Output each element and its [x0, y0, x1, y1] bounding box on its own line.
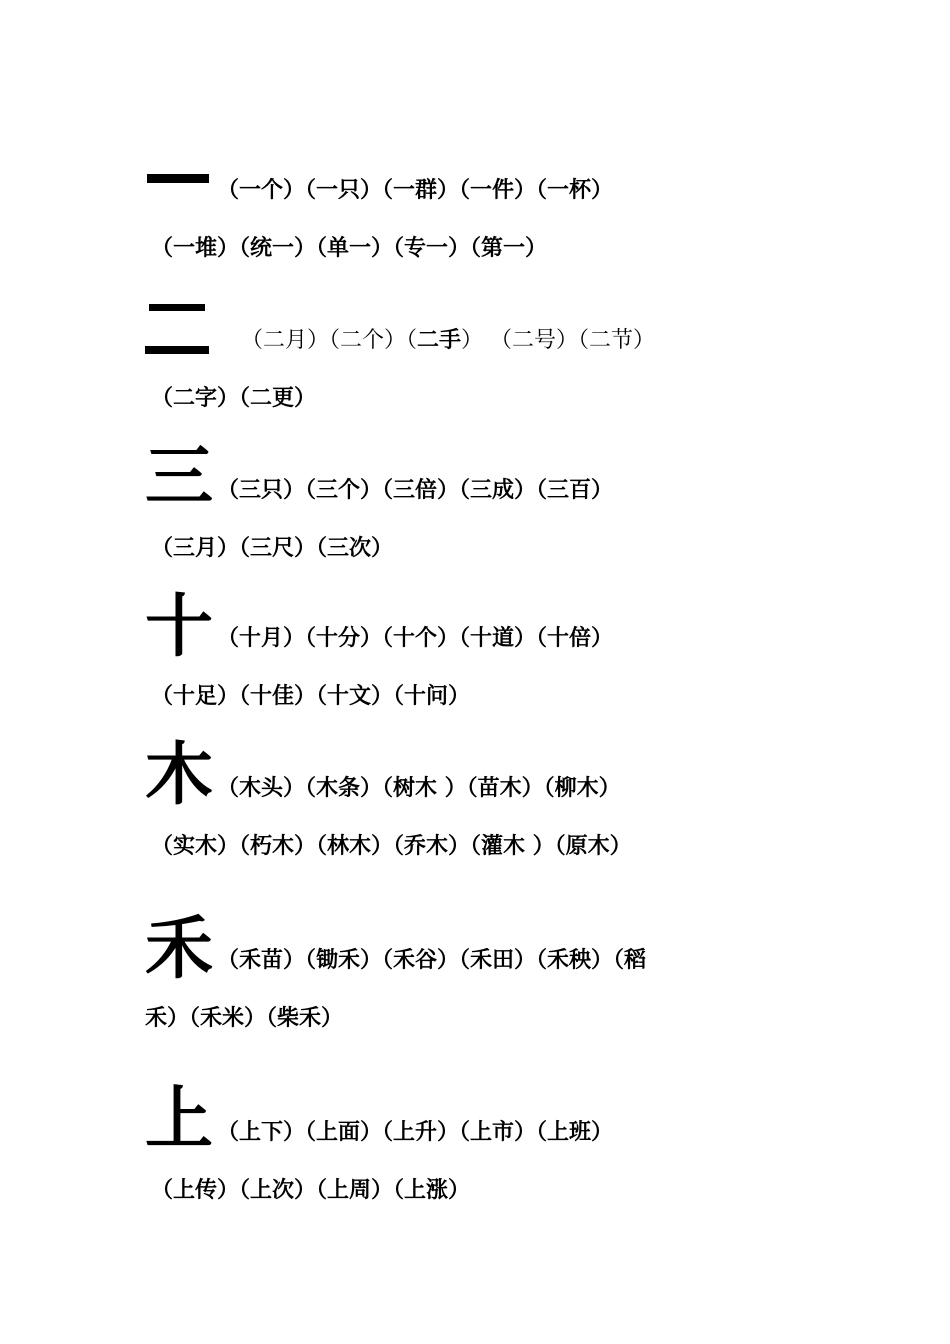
big-char-shang: 上 [145, 1080, 214, 1159]
word-line-1: （木头）（木条）（树木 ）（苗木）（柳木） [217, 776, 621, 801]
word-line-2: （实木）（朽木）（林木）（乔木）（灌木 ）（原木） [151, 834, 632, 859]
word-segment: ） （二号）（二节） [461, 328, 656, 353]
big-char-shi: 十 [145, 588, 214, 667]
word-line-2: （十足）（十佳）（十文）（十问） [151, 684, 471, 709]
big-char-san: 三 [145, 438, 214, 517]
big-char-mu: 木 [145, 736, 214, 815]
word-line-2: （三月）（三尺）（三次） [151, 536, 394, 561]
word-line-2: （二字）（二更） [151, 386, 317, 411]
word-line-1 [241, 328, 655, 354]
word-line-2: （上传）（上次）（上周）（上涨） [151, 1178, 471, 1203]
word-line-1: （上下）（上面）（上升）（上市）（上班） [217, 1120, 614, 1145]
word-segment-bold: 二手 [417, 328, 462, 353]
big-char-he: 禾 [145, 910, 214, 989]
big-char-er-bottom [145, 346, 209, 354]
word-line-1: （禾苗）（锄禾）（禾谷）（禾田）（禾秧）（稻 [217, 948, 647, 973]
big-char-yi [147, 174, 209, 183]
big-char-er-top [149, 304, 205, 311]
word-line-2: 禾）（禾米）（柴禾） [145, 1006, 344, 1031]
word-segment: （二月）（二个）（ [241, 328, 418, 353]
word-line-1: （一个）（一只）（一群）（一件）（一杯） [217, 178, 614, 203]
word-line-2: （一堆）（统一）（单一）（专一）（第一） [151, 236, 548, 261]
word-line-1: （十月）（十分）（十个）（十道）（十倍） [217, 626, 614, 651]
word-line-1: （三只）（三个）（三倍）（三成）（三百） [217, 478, 614, 503]
